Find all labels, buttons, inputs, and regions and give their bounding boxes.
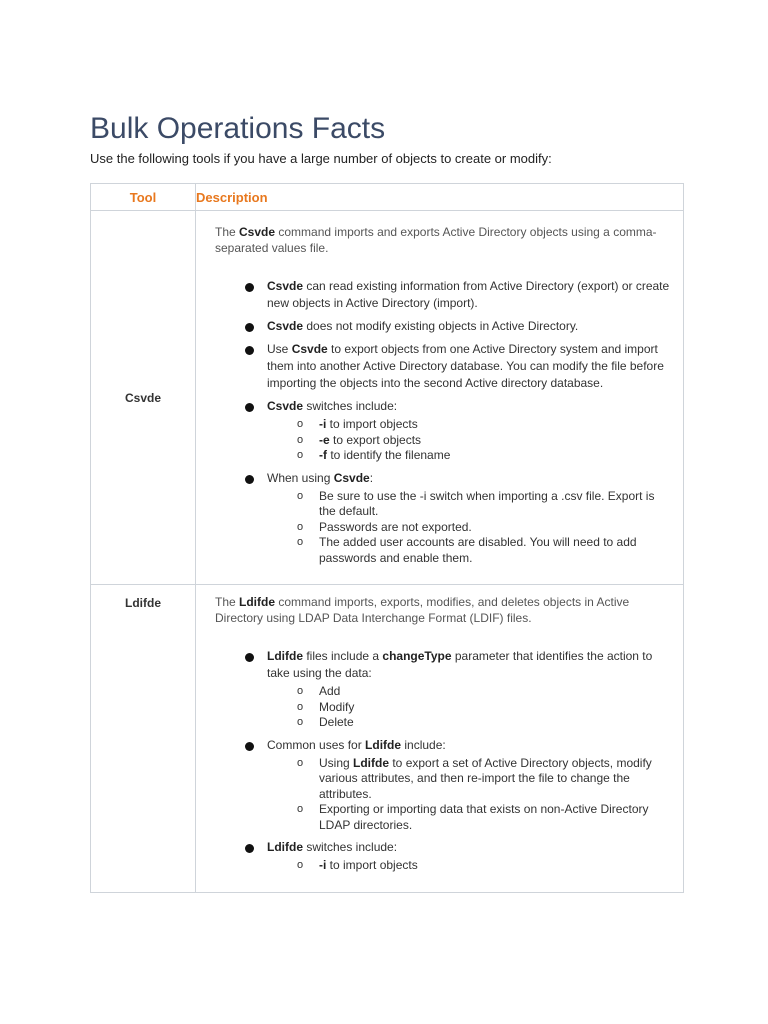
sub-list-item: o -i to import objects <box>297 858 418 872</box>
table-header-row <box>91 184 684 211</box>
sub-list-item: o Be sure to use the -i switch when importing a .csv file. Export is the default. <box>297 488 655 518</box>
sub-list-item: o Modify <box>297 699 355 714</box>
facts-table <box>90 183 684 893</box>
table-row <box>91 585 684 893</box>
bullet-icon <box>245 844 254 853</box>
sub-list-item: o Exporting or importing data that exists on non-Active Directory LDAP directories. <box>297 802 649 832</box>
description-column-header: Description <box>196 184 684 211</box>
list-item: Csvde switches include: o -i to import objects o -e to export objects o -f to identify the filename <box>245 398 673 464</box>
tool-name: Csvde <box>91 211 196 585</box>
sub-list-item: o Delete <box>297 715 354 729</box>
description-cell <box>196 211 684 585</box>
bullet-icon <box>245 742 254 751</box>
sub-list <box>267 489 673 567</box>
list-item: Common uses for Ldifde include: o Using Ldifde to export a set of Active Directory objects, modify various attributes, and then re-import the file to change the attributes. o Exporting or importing data that exists on non-Active Directory LDAP directories. <box>245 737 673 834</box>
sub-list <box>267 756 673 834</box>
page-title: Bulk Operations Facts <box>90 112 386 145</box>
sub-list-item: o -i to import objects <box>297 417 418 431</box>
tool-summary: The Ldifde command imports, exports, modifies, and deletes objects in Active Directory using LDAP Data Interchange Format (LDIF) files. <box>215 595 630 625</box>
sub-bullet-icon: o <box>297 449 304 461</box>
sub-list-item: o -e to export objects <box>297 432 422 447</box>
table-row <box>91 211 684 585</box>
list-item: When using Csvde: o Be sure to use the -i switch when importing a .csv file. Export is the default. o Passwords are not exported. o The added user accounts are disabled. You will need to add passwords and enable them. <box>245 470 673 567</box>
sub-list <box>267 858 673 874</box>
list-item: Ldifde switches include: o -i to import objects <box>245 839 673 874</box>
tool-name: Ldifde <box>91 585 196 893</box>
sub-bullet-icon: o <box>297 418 304 430</box>
list-item: Csvde can read existing information from Active Directory (export) or create new objects in Active Directory (import). <box>245 278 673 312</box>
list-item: Ldifde files include a changeType parameter that identifies the action to take using the data: o Add o Modify o Delete <box>245 648 673 731</box>
bullet-icon <box>245 403 254 412</box>
sub-list <box>267 417 673 464</box>
tool-summary: The Csvde command imports and exports Active Directory objects using a comma-separated values file. <box>215 225 657 255</box>
sub-list-item: o The added user accounts are disabled. You will need to add passwords and enable them. <box>297 535 637 565</box>
sub-bullet-icon: o <box>297 756 304 769</box>
sub-bullet-icon: o <box>297 489 304 502</box>
description-cell <box>196 585 684 893</box>
tool-column-header: Tool <box>91 184 196 211</box>
sub-bullet-icon: o <box>297 716 304 728</box>
sub-bullet-icon: o <box>297 520 304 533</box>
bullet-list <box>215 278 673 566</box>
list-item: Csvde does not modify existing objects in Active Directory. <box>245 318 673 335</box>
sub-list-item: o -f to identify the filename <box>297 448 451 462</box>
sub-list-item: o Add <box>297 684 341 698</box>
sub-list-item: o Using Ldifde to export a set of Active Directory objects, modify various attributes, and then re-import the file to change the attributes. <box>297 755 652 801</box>
bullet-icon <box>245 475 254 484</box>
sub-bullet-icon: o <box>297 433 304 446</box>
intro-text: Use the following tools if you have a large number of objects to create or modify: <box>90 151 552 166</box>
sub-bullet-icon: o <box>297 803 304 815</box>
bullet-icon <box>245 323 254 332</box>
bullet-icon <box>245 346 254 355</box>
sub-bullet-icon: o <box>297 859 304 871</box>
sub-list-item: o Passwords are not exported. <box>297 519 472 534</box>
sub-bullet-icon: o <box>297 685 304 697</box>
bullet-icon <box>245 283 254 292</box>
sub-bullet-icon: o <box>297 700 304 713</box>
list-item: Use Csvde to export objects from one Active Directory system and import them into another Active Directory database. You can modify the file before importing the objects into the second Active directory database. <box>245 341 673 392</box>
bullet-list <box>215 648 673 874</box>
bullet-icon <box>245 653 254 662</box>
sub-list <box>267 684 673 731</box>
sub-bullet-icon: o <box>297 536 304 548</box>
